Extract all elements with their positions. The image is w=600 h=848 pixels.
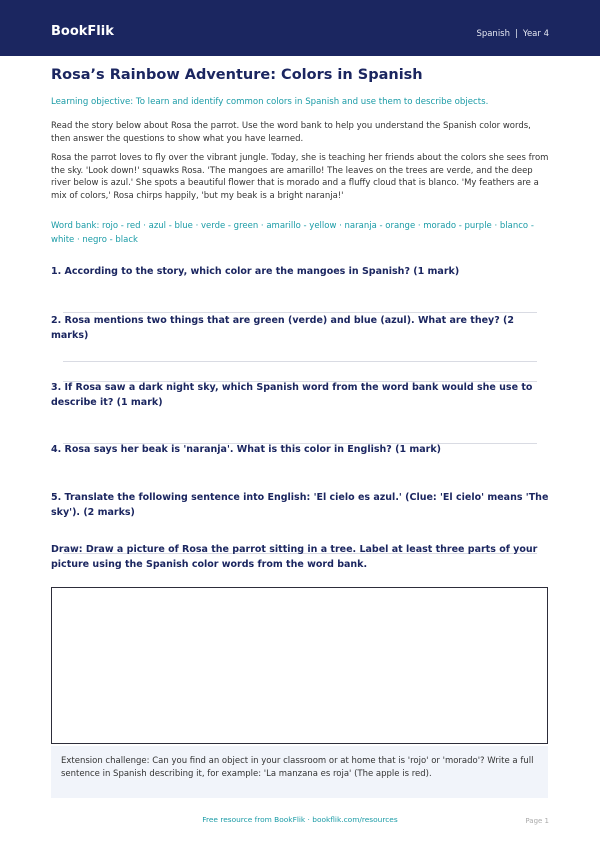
extension-challenge: Extension challenge: Can you find an object in your classroom or at home that is 'rojo' or 'morado'? Write a full sentence in Spanish describing it, for example: 'La manzana es roja' (The apple is red). <box>51 746 548 798</box>
story-paragraph: Rosa the parrot loves to fly over the vibrant jungle. Today, she is teaching her friends about the colors she sees from the sky. 'Look down!' squawks Rosa. 'The mangoes are amarillo! The leaves on the trees are verde, and the deep river below is azul.' She spots a beautiful flower that is morado and a fluffy cloud that is blanco. 'My feathers are a mix of colors,' Rosa chirps happily, 'but my beak is a bright naranja!' <box>51 153 549 201</box>
meta-separator: | <box>515 29 518 39</box>
subject-label: Spanish <box>476 29 511 39</box>
word-bank: Word bank: rojo - red · azul - blue · verde - green · amarillo - yellow · naranja - orange · morado - purple · blanco - white · negro - black <box>51 221 534 245</box>
question-2: 2. Rosa mentions two things that are green (verde) and blue (azul). What are they? (2 marks) <box>51 315 515 341</box>
drawing-box[interactable] <box>51 587 548 744</box>
worksheet-title: Rosa’s Rainbow Adventure: Colors in Spanish <box>51 67 423 83</box>
question-3: 3. If Rosa saw a dark night sky, which Spanish word from the word bank would she use to describe it? (1 mark) <box>51 382 533 408</box>
question-1: 1. According to the story, which color are the mangoes in Spanish? (1 mark) <box>51 266 460 277</box>
footer-credit: Free resource from BookFlik · bookflik.com/resources <box>202 815 398 824</box>
question-5: 5. Translate the following sentence into English: 'El cielo es azul.' (Clue: 'El cielo' means 'The sky'). (2 marks) <box>51 492 549 518</box>
draw-task: Draw: Draw a picture of Rosa the parrot sitting in a tree. Label at least three parts of your picture using the Spanish color words from the word bank. <box>51 544 538 570</box>
year-label: Year 4 <box>522 29 549 39</box>
learning-objective: Learning objective: To learn and identify common colors in Spanish and use them to describe objects. <box>51 97 489 107</box>
instructions-paragraph: Read the story below about Rosa the parrot. Use the word bank to help you understand the Spanish color words, then answer the questions to show what you have learned. <box>51 121 531 144</box>
page-header <box>0 0 600 56</box>
brand-logo-text: BookFlik <box>51 24 114 39</box>
question-4: 4. Rosa says her beak is 'naranja'. What is this color in English? (1 mark) <box>51 444 442 455</box>
page-number: Page 1 <box>525 817 549 825</box>
answer-line-2[interactable] <box>63 361 537 362</box>
subject-year-meta <box>476 28 549 40</box>
